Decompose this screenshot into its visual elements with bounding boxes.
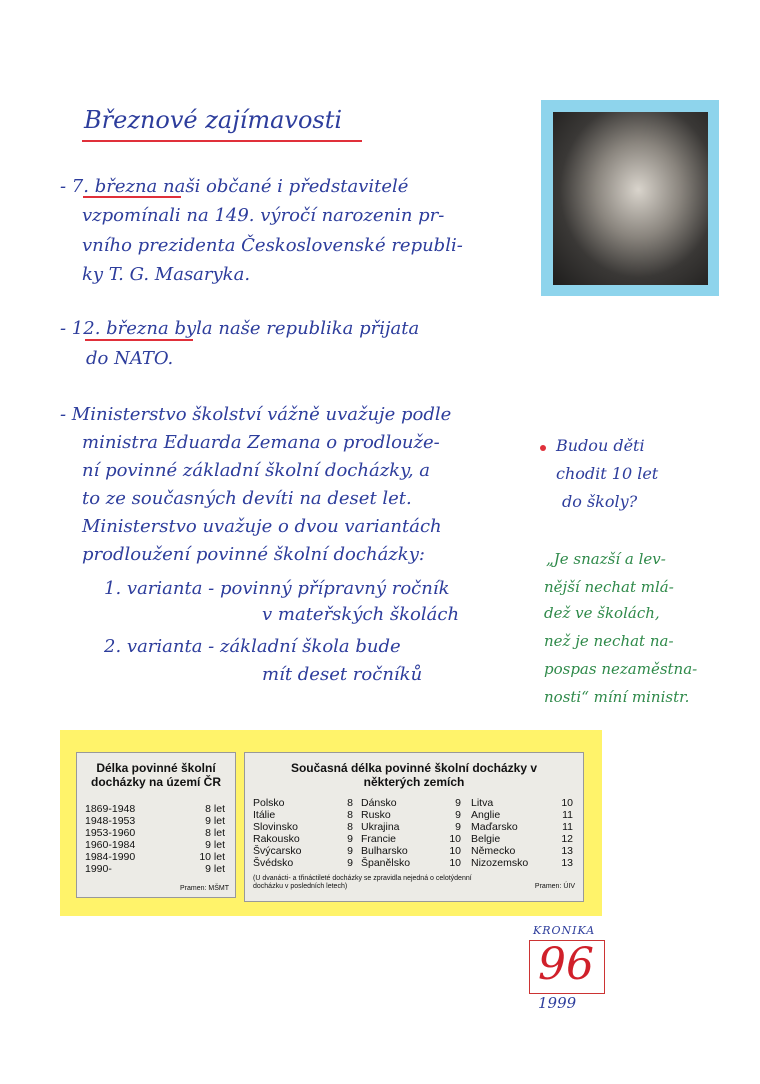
page-number: 96: [538, 939, 594, 990]
table-row: 1960-1984 9 let: [85, 839, 225, 851]
paragraph-3-line-3: ní povinné základní školní docházky, a: [82, 460, 431, 481]
paragraph-1-line-1: - 7. března naši občané i představitelé: [60, 176, 409, 197]
table-row: 1990- 9 let: [85, 863, 225, 875]
clipping-1-rows: [85, 803, 225, 875]
clipping-countries: [244, 752, 584, 902]
chronicle-label: KRONIKA: [533, 924, 596, 937]
table-row: Nizozemsko 13: [471, 857, 573, 869]
quote-line-5: pospas nezaměstna-: [544, 660, 698, 678]
date-underline-2: [85, 339, 193, 341]
variant-1-line-1: 1. varianta - povinný přípravný ročník: [104, 578, 450, 599]
table-row: Dánsko 9: [361, 797, 461, 809]
clipping-2-note: (U dvanácti- a třináctileté docházky se zpravidla nejedná o celotýdenní docházku v posledních letech): [253, 875, 472, 890]
paragraph-2-line-1: - 12. března byla naše republika přijata: [60, 318, 420, 339]
table-row: Bulharsko 10: [361, 845, 461, 857]
table-row: Španělsko 10: [361, 857, 461, 869]
table-row: Francie 10: [361, 833, 461, 845]
table-row: Ukrajina 9: [361, 821, 461, 833]
table-row: Rusko 9: [361, 809, 461, 821]
paragraph-1-line-4: ky T. G. Masaryka.: [82, 264, 251, 285]
table-row: Anglie 11: [471, 809, 573, 821]
table-row: Rakousko 9: [253, 833, 353, 845]
table-row: 1953-1960 8 let: [85, 827, 225, 839]
clipping-2-title: Současná délka povinné školní docházky v některých zemích: [290, 761, 538, 789]
table-row: Polsko 8: [253, 797, 353, 809]
table-row: Slovinsko 8: [253, 821, 353, 833]
table-row: Švýcarsko 9: [253, 845, 353, 857]
clipping-2-col-2: [361, 797, 461, 869]
quote-line-1: „Je snazší a lev-: [546, 550, 666, 568]
page-title: Březnové zajímavosti: [84, 106, 343, 134]
paragraph-3-line-6: prodloužení povinné školní docházky:: [82, 544, 425, 565]
clipping-2-col-3: [471, 797, 573, 869]
paragraph-3-line-1: - Ministerstvo školství vážně uvažuje podle: [60, 404, 452, 425]
clipping-czech-history: [76, 752, 236, 898]
clipping-1-title: Délka povinné školní docházky na území ČR: [90, 761, 222, 789]
clipping-2-source: Pramen: ÚIV: [534, 883, 575, 890]
side-note-line-2: chodit 10 let: [556, 464, 659, 483]
paragraph-2-line-2: do NATO.: [86, 348, 174, 369]
paragraph-1-line-2: vzpomínali na 149. výročí narozenin pr-: [82, 205, 445, 226]
variant-2-line-1: 2. varianta - základní škola bude: [104, 636, 401, 657]
table-row: Itálie 8: [253, 809, 353, 821]
table-row: Litva 10: [471, 797, 573, 809]
paragraph-1-line-3: vního prezidenta Československé republi-: [82, 235, 463, 256]
table-row: 1948-1953 9 let: [85, 815, 225, 827]
table-row: Maďarsko 11: [471, 821, 573, 833]
bullet-dot: [540, 445, 546, 451]
paragraph-3-line-4: to ze současných devíti na deset let.: [82, 488, 412, 509]
title-underline: [82, 140, 362, 142]
portrait-photo: [553, 112, 708, 285]
quote-line-6: nosti“ míní ministr.: [544, 688, 690, 706]
side-note-line-3: do školy?: [562, 492, 638, 511]
chronicle-year: 1999: [538, 994, 577, 1012]
table-row: Belgie 12: [471, 833, 573, 845]
table-row: 1869-1948 8 let: [85, 803, 225, 815]
clipping-2-col-1: [253, 797, 353, 869]
quote-line-2: nější nechat mlá-: [544, 578, 674, 596]
variant-2-line-2: mít deset ročníků: [262, 664, 423, 685]
clipping-1-source: Pramen: MŠMT: [179, 885, 229, 892]
quote-line-3: dež ve školách,: [544, 604, 660, 622]
paragraph-3-line-5: Ministerstvo uvažuje o dvou variantách: [82, 516, 442, 537]
side-note-line-1: Budou děti: [556, 436, 645, 455]
variant-1-line-2: v mateřských školách: [262, 604, 460, 625]
table-row: Německo 13: [471, 845, 573, 857]
date-underline-1: [83, 196, 181, 198]
quote-line-4: než je nechat na-: [544, 632, 674, 650]
table-row: 1984-1990 10 let: [85, 851, 225, 863]
table-row: Švédsko 9: [253, 857, 353, 869]
paragraph-3-line-2: ministra Eduarda Zemana o prodlouže-: [82, 432, 440, 453]
